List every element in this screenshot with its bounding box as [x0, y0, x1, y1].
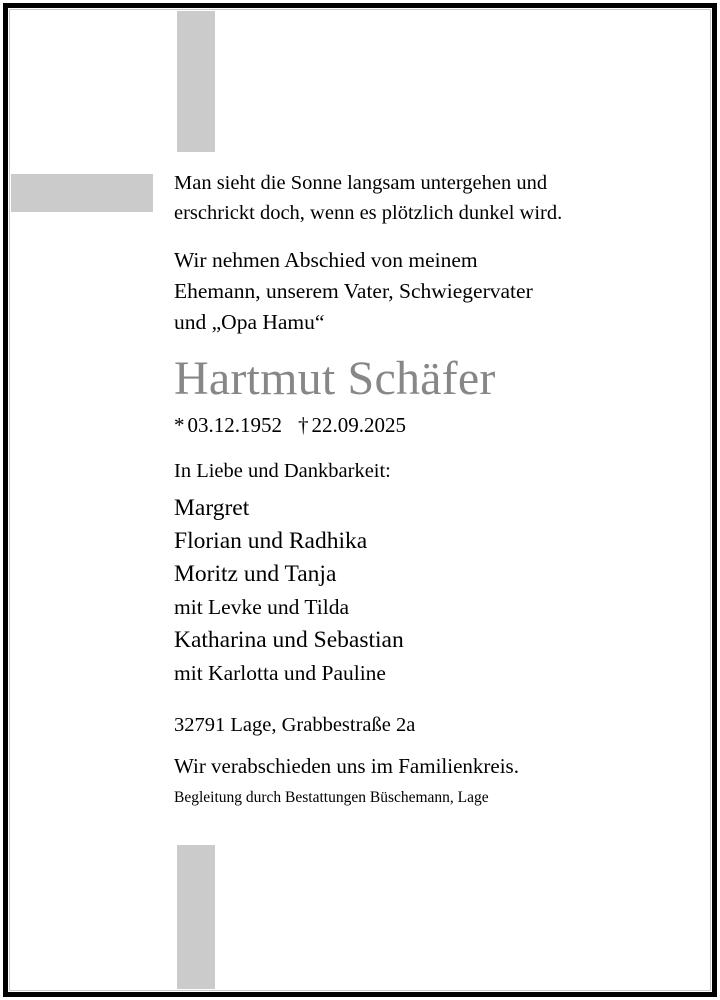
survivor-line: mit Levke und Tilda [174, 595, 349, 619]
survivor-line: Moritz und Tanja [174, 561, 337, 587]
death-cross-icon: † [298, 413, 309, 437]
farewell-statement-line: und „Opa Hamu“ [174, 310, 325, 334]
memorial-verse-line: erschrickt doch, wenn es plötzlich dunkel wird. [174, 202, 563, 224]
mourning-address: 32791 Lage, Grabbestraße 2a [174, 714, 416, 736]
farewell-statement-line: Ehemann, unserem Vater, Schwiegervater [174, 279, 533, 303]
farewell-statement [174, 245, 684, 338]
survivor-line: Margret [174, 495, 250, 521]
funeral-home-credit: Begleitung durch Bestattungen Büschemann, Lage [174, 789, 489, 806]
cross-ornament-vertical-bottom [177, 845, 215, 989]
memorial-verse [174, 168, 684, 228]
farewell-statement-line: Wir nehmen Abschied von meinem [174, 248, 478, 272]
memorial-verse-line: Man sieht die Sonne langsam untergehen und [174, 172, 548, 194]
birth-date: 03.12.1952 [187, 413, 282, 437]
cross-ornament-vertical-top [177, 11, 215, 152]
deceased-name: Hartmut Schäfer [174, 352, 496, 405]
cross-ornament-horizontal [11, 174, 153, 212]
birth-star-icon: * [174, 413, 185, 437]
dedication-line: In Liebe und Dankbarkeit: [174, 460, 391, 482]
death-date: 22.09.2025 [311, 413, 406, 437]
survivors-list [174, 492, 684, 690]
survivor-line: mit Karlotta und Pauline [174, 661, 386, 685]
survivor-line: Katharina und Sebastian [174, 627, 404, 653]
life-dates [174, 410, 684, 440]
notice-content [174, 168, 684, 809]
closing-statement: Wir verabschieden uns im Familienkreis. [174, 754, 519, 778]
survivor-line: Florian und Radhika [174, 528, 368, 554]
